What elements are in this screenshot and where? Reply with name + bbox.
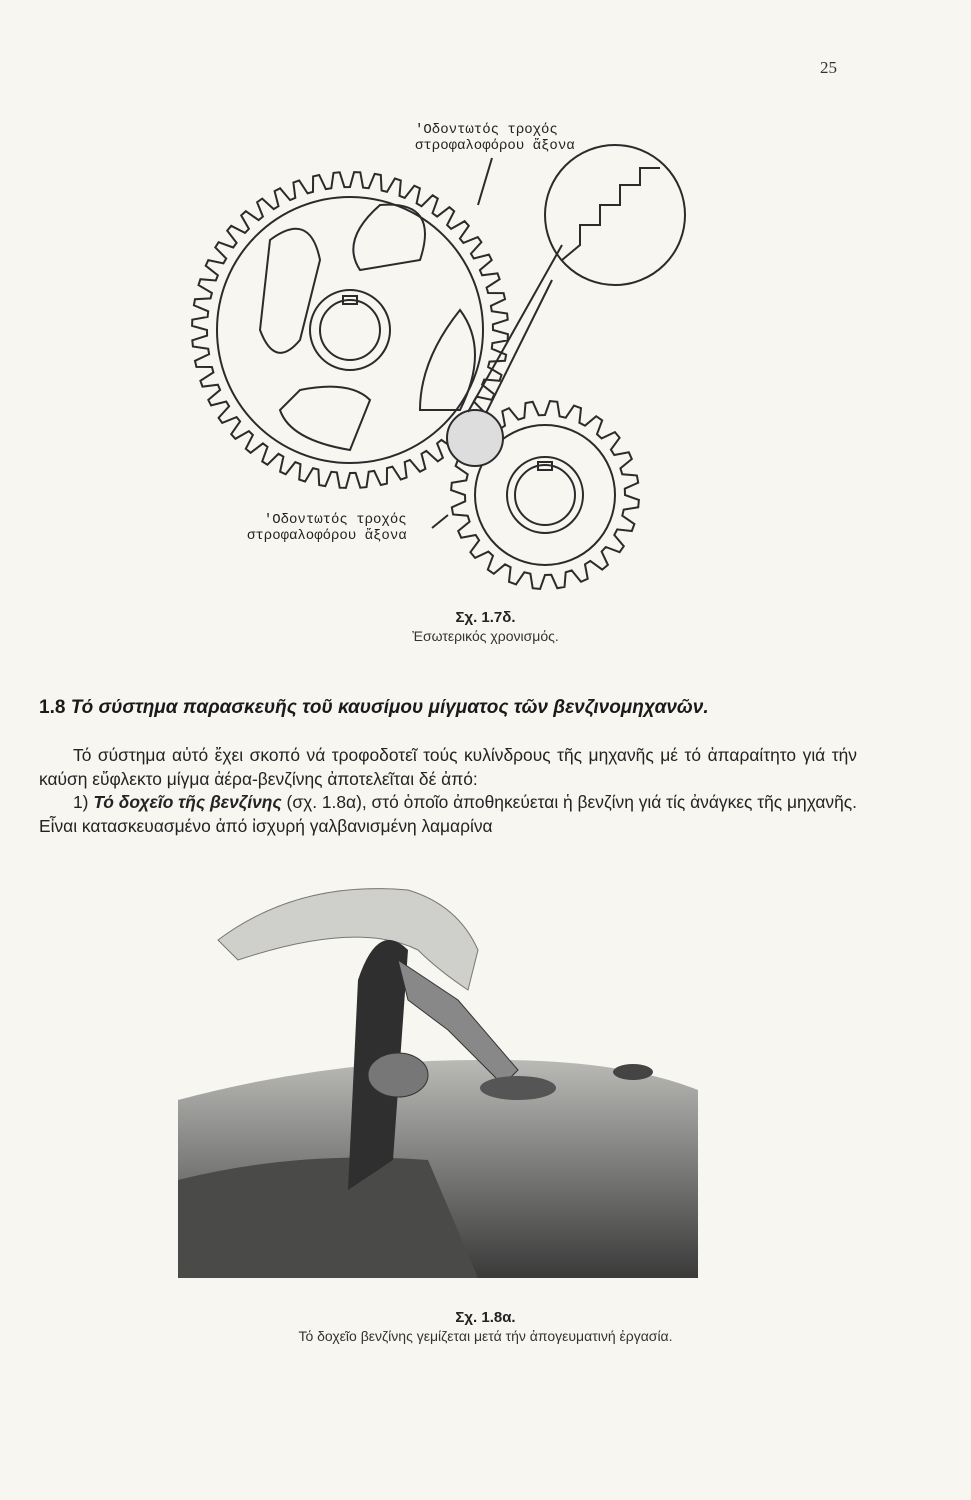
- figure-number: Σχ. 1.8α.: [455, 1309, 516, 1326]
- label-line: στροφαλοφόρου ἄξονα: [247, 528, 407, 544]
- camshaft-hub-outer: [310, 290, 390, 370]
- magnified-detail-circle: [545, 145, 685, 285]
- tank-vent: [613, 1064, 653, 1080]
- label-line: 'Οδοντωτός τροχός: [415, 122, 558, 138]
- gear-spoke-window: [280, 387, 370, 450]
- figure-caption-text: Τό δοχεῖο βενζίνης γεμίζεται μετά τήν ἀπογευματινή ἐργασία.: [298, 1328, 673, 1344]
- term-fuel-tank: Τό δοχεῖο τῆς βενζίνης: [93, 792, 282, 812]
- magnified-teeth: [562, 168, 660, 260]
- figure-caption-text: Ἐσωτερικός χρονισμός.: [412, 628, 559, 644]
- figure-caption-1-7d: [0, 608, 971, 646]
- section-title: Τό σύστημα παρασκευῆς τοῦ καυσίμου μίγματος τῶν βενζινομηχανῶν.: [70, 697, 709, 718]
- tank-filler-neck: [480, 1076, 556, 1100]
- section-number: 1.8: [39, 697, 66, 718]
- body-text: [39, 744, 857, 838]
- paragraph: Τό σύστημα αὐτό ἔχει σκοπό νά τροφοδοτεῖ τούς κυλίνδρους τῆς μηχανῆς μέ τό ἀπαραίτητο γιά τήν καύση εὔφλεκτο μίγμα ἀέρα-βενζίνης ἀποτελεῖται δέ ἀπό:: [39, 745, 857, 789]
- fuel-tank-photo: [178, 860, 698, 1278]
- label-camshaft-gear-top: [415, 122, 575, 154]
- label-arrow-bottom: [432, 515, 448, 528]
- label-crankshaft-gear-bottom: [247, 512, 407, 544]
- camshaft-gear-rim: [217, 197, 483, 463]
- figure-number: Σχ. 1.7δ.: [455, 609, 516, 626]
- tank-cap: [368, 1053, 428, 1097]
- mesh-detail-circle: [447, 410, 503, 466]
- tank-shadow: [178, 1158, 478, 1279]
- paragraph-text: (σχ. 1.8α), στό ὁποῖο ἀποθηκεύεται ἡ βενζίνη γιά τίς ἀνάγκες τῆς μηχανῆς. Εἶναι κατασκευασμένο ἀπό ἰσχυρή γαλβανισμένη λαμαρίνα: [39, 792, 857, 836]
- label-arrow-top: [478, 158, 492, 205]
- list-number: 1): [73, 792, 89, 812]
- label-line: 'Οδοντωτός τροχός: [263, 512, 407, 528]
- crankshaft-hub-inner: [515, 465, 575, 525]
- figure-caption-1-8a: [0, 1308, 971, 1346]
- camshaft-hub-inner: [320, 300, 380, 360]
- section-heading: [39, 697, 709, 719]
- gear-spoke-window: [420, 310, 475, 410]
- crankshaft-hub-outer: [507, 457, 583, 533]
- page-number: 25: [820, 58, 837, 77]
- paragraph: [39, 791, 857, 838]
- detail-leader-line: [486, 280, 552, 413]
- label-line: στροφαλοφόρου ἄξονα: [415, 138, 575, 154]
